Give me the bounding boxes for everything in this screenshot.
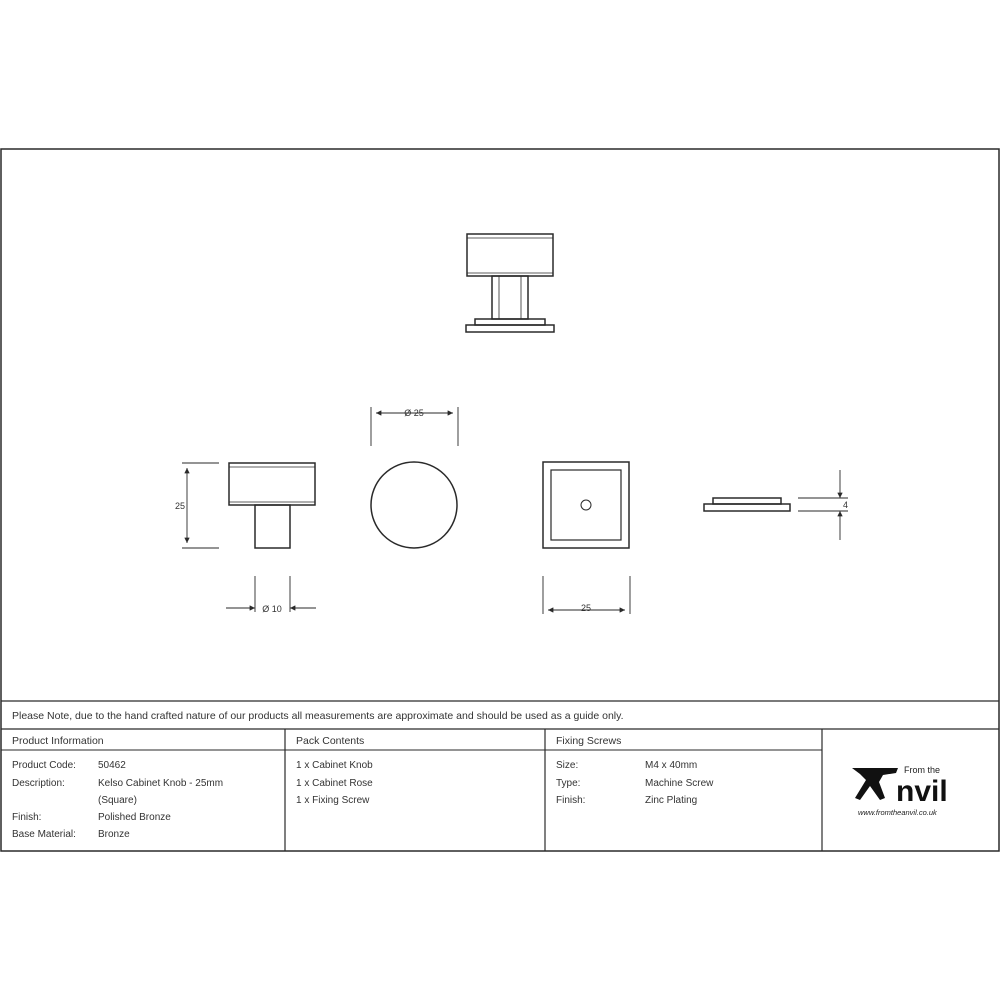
knob-elevation-top bbox=[466, 234, 554, 332]
rose-width-label: 25 bbox=[580, 603, 592, 613]
fixing-screws-section bbox=[556, 735, 714, 806]
pack-item: 1 x Fixing Screw bbox=[296, 795, 370, 806]
description-label: Description: bbox=[12, 778, 65, 789]
screw-finish-label: Finish: bbox=[556, 795, 586, 806]
logo-url: www.fromtheanvil.co.uk bbox=[858, 808, 937, 817]
pack-contents-section bbox=[296, 735, 373, 806]
diameter-dimension-label: Ø 25 bbox=[404, 408, 424, 418]
base-material-value: Bronze bbox=[98, 829, 130, 840]
description-value-line2: (Square) bbox=[98, 795, 137, 806]
product-information-section bbox=[12, 735, 223, 840]
height-dimension-label: 25 bbox=[174, 501, 186, 511]
finish-label: Finish: bbox=[12, 812, 42, 823]
screw-type-value: Machine Screw bbox=[645, 778, 714, 789]
screw-finish-value: Zinc Plating bbox=[645, 795, 698, 806]
pack-item: 1 x Cabinet Knob bbox=[296, 760, 373, 771]
rose-thickness-label: 4 bbox=[843, 500, 849, 510]
product-code-value: 50462 bbox=[98, 760, 126, 771]
pack-item: 1 x Cabinet Rose bbox=[296, 778, 373, 789]
product-code-label: Product Code: bbox=[12, 760, 76, 771]
logo-name: nvil bbox=[896, 775, 948, 808]
knob-side-view bbox=[229, 463, 315, 548]
screw-type-label: Type: bbox=[556, 778, 581, 789]
base-material-label: Base Material: bbox=[12, 829, 76, 840]
knob-front-view bbox=[371, 462, 457, 548]
screw-size-label: Size: bbox=[556, 760, 579, 771]
finish-value: Polished Bronze bbox=[98, 812, 171, 823]
anvil-icon bbox=[852, 768, 898, 800]
rose-side-view bbox=[704, 498, 790, 511]
pack-contents-heading: Pack Contents bbox=[296, 735, 365, 747]
sheet-border bbox=[1, 149, 999, 851]
fixing-screws-heading: Fixing Screws bbox=[556, 735, 622, 747]
screw-size-value: M4 x 40mm bbox=[645, 760, 698, 771]
rose-plan-view bbox=[543, 462, 629, 548]
height-dimension bbox=[182, 463, 219, 548]
measurement-note: Please Note, due to the hand crafted nature of our products all measurements are approximate and should be used as a guide only. bbox=[12, 710, 624, 722]
product-information-heading: Product Information bbox=[12, 735, 104, 747]
anvil-logo bbox=[852, 765, 948, 817]
logo-from-the: From the bbox=[904, 765, 941, 775]
stem-diameter-label: Ø 10 bbox=[262, 604, 282, 614]
description-value: Kelso Cabinet Knob - 25mm bbox=[98, 778, 224, 789]
rose-thickness-dimension bbox=[798, 470, 848, 540]
